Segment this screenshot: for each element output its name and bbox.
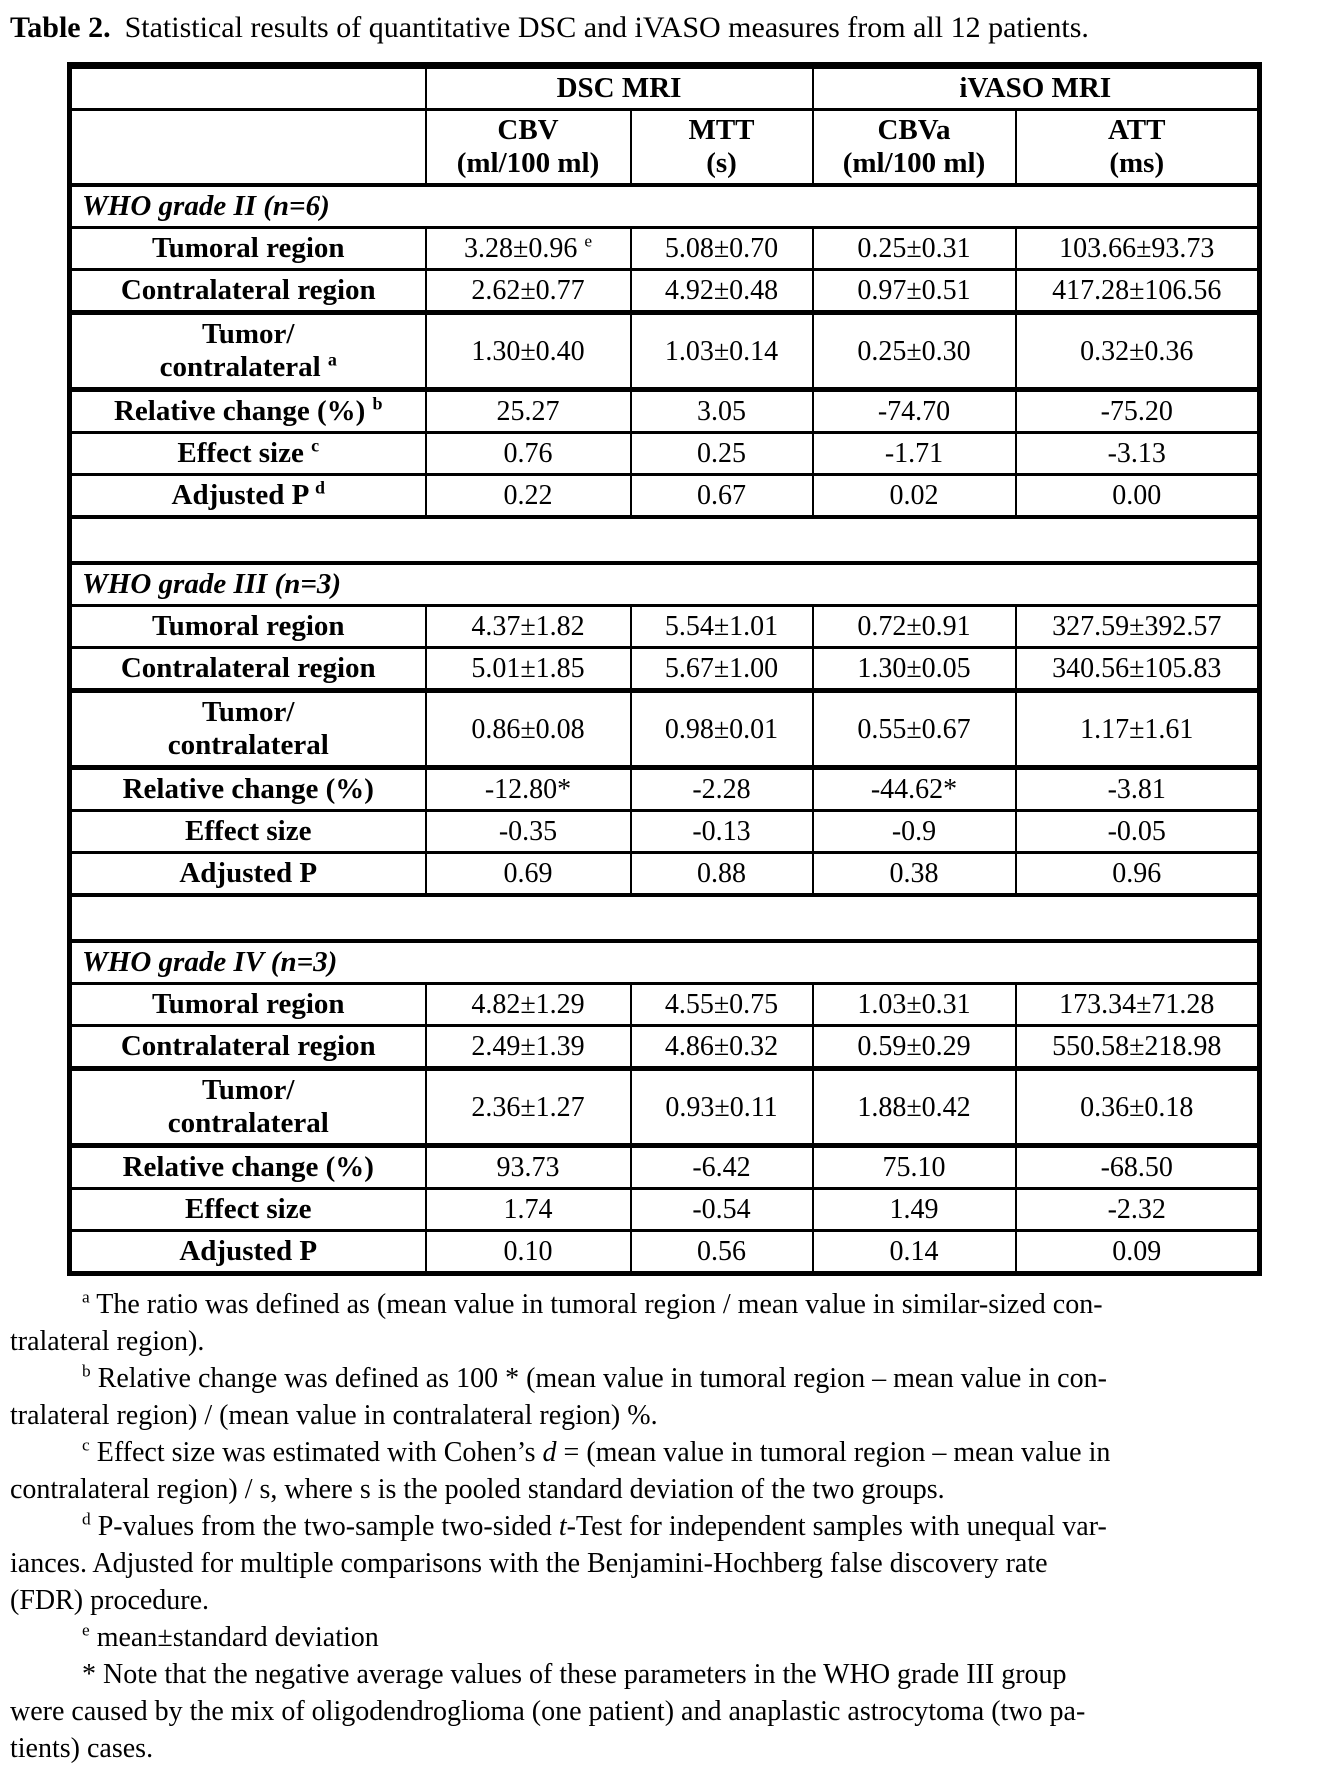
footnote-marker: b	[82, 1361, 91, 1381]
footnote-line	[10, 1693, 1310, 1730]
table-row	[70, 1026, 1260, 1069]
header-group-row	[70, 66, 1260, 110]
cell-value: 0.72±0.91	[813, 606, 1016, 648]
cell-value: -2.28	[631, 768, 813, 811]
row-label: Relative change (%) $^b$	[70, 390, 426, 433]
cell-value: 0.56	[631, 1231, 813, 1274]
superscript-marker: c	[311, 435, 320, 456]
cell-value: -6.42	[631, 1146, 813, 1189]
spacer-row	[70, 517, 1260, 563]
footnote-text: (FDR) procedure.	[10, 1585, 210, 1616]
cell-value: 0.55±0.67	[813, 691, 1016, 768]
table-row	[70, 648, 1260, 691]
table-row	[70, 691, 1260, 768]
cell-value: 4.86±0.32	[631, 1026, 813, 1069]
footnote-line	[10, 1434, 1310, 1471]
row-label: Relative change (%)	[70, 768, 426, 811]
cell-value: 93.73	[426, 1146, 631, 1189]
footnote-text: P-values from the two-sample two-sided	[97, 1511, 559, 1542]
table-row	[70, 270, 1260, 313]
cell-value: 0.14	[813, 1231, 1016, 1274]
footnotes	[10, 1286, 1310, 1767]
footnote-text: mean±standard deviation	[96, 1622, 379, 1653]
footnote-text: iances. Adjusted for multiple comparisons with the Benjamini-Hochberg false discovery rate	[10, 1548, 1048, 1579]
row-label: Tumor/ contralateral $^a$	[70, 313, 426, 390]
row-label: Contralateral region	[70, 270, 426, 313]
table-body	[70, 185, 1260, 1274]
column-header: CBV (ml/100 ml)	[426, 110, 631, 186]
cell-value: -74.70	[813, 390, 1016, 433]
cell-value: 0.38	[813, 853, 1016, 896]
cell-value: 1.30±0.40	[426, 313, 631, 390]
cell-value: -44.62*	[813, 768, 1016, 811]
cell-value: -68.50	[1016, 1146, 1260, 1189]
row-label: Tumoral region	[70, 606, 426, 648]
column-header: ATT (ms)	[1016, 110, 1260, 186]
column-group-header: DSC MRI	[426, 66, 813, 110]
cell-value: -2.32	[1016, 1189, 1260, 1231]
cell-value: 173.34±71.28	[1016, 984, 1260, 1026]
table-row	[70, 475, 1260, 518]
cell-value: -75.20	[1016, 390, 1260, 433]
cell-value: 4.37±1.82	[426, 606, 631, 648]
cell-value: 1.74	[426, 1189, 631, 1231]
cell-value: 0.25	[631, 433, 813, 475]
results-table	[67, 62, 1262, 1276]
cell-value: 1.49	[813, 1189, 1016, 1231]
header-columns-row	[70, 110, 1260, 186]
caption-label: Table 2.	[10, 11, 111, 44]
table-row	[70, 1069, 1260, 1146]
cell-value: 0.00	[1016, 475, 1260, 518]
cell-value: 2.62±0.77	[426, 270, 631, 313]
table-row	[70, 1189, 1260, 1231]
cell-value: 1.30±0.05	[813, 648, 1016, 691]
cell-value: 0.97±0.51	[813, 270, 1016, 313]
cell-value: 0.10	[426, 1231, 631, 1274]
cell-value: 0.09	[1016, 1231, 1260, 1274]
cell-value: -12.80*	[426, 768, 631, 811]
footnote-text: The ratio was defined as (mean value in tumoral region / mean value in similar-sized con-	[96, 1289, 1103, 1320]
section-header-row	[70, 563, 1260, 606]
footnote-marker: c	[82, 1435, 90, 1455]
cell-value: 5.67±1.00	[631, 648, 813, 691]
footnote-line	[10, 1619, 1310, 1656]
footnote-text: Note that the negative average values of these parameters in the WHO grade III group	[103, 1659, 1067, 1690]
footnote-marker: e	[82, 1620, 90, 1640]
cell-value: 5.54±1.01	[631, 606, 813, 648]
cell-value: -3.13	[1016, 433, 1260, 475]
footnote-line	[10, 1582, 1310, 1619]
cell-value: -0.13	[631, 811, 813, 853]
cell-value: 0.22	[426, 475, 631, 518]
section-title: WHO grade III (n=3)	[70, 563, 1260, 606]
superscript-marker: a	[327, 349, 337, 370]
section-title: WHO grade II (n=6)	[70, 185, 1260, 228]
cell-value: 327.59±392.57	[1016, 606, 1260, 648]
cell-value: 25.27	[426, 390, 631, 433]
table-row	[70, 984, 1260, 1026]
cell-value: 0.32±0.36	[1016, 313, 1260, 390]
footnote-text: contralateral region) / s, where s is the pooled standard deviation of the two groups.	[10, 1474, 945, 1505]
cell-value: 0.69	[426, 853, 631, 896]
cell-value: 1.88±0.42	[813, 1069, 1016, 1146]
italic-text: t	[558, 1511, 567, 1542]
footnote-line: * Note that the negative average values of these parameters in the WHO grade III group	[82, 1659, 1067, 1690]
row-label: Tumoral region	[70, 228, 426, 270]
superscript-marker: d	[314, 477, 325, 498]
cell-value: 340.56±105.83	[1016, 648, 1260, 691]
row-label: Effect size	[70, 1189, 426, 1231]
cell-value: 0.88	[631, 853, 813, 896]
row-label: Relative change (%)	[70, 1146, 426, 1189]
cell-value: 4.55±0.75	[631, 984, 813, 1026]
footnote-text: Effect size was estimated with Cohen’s	[96, 1437, 543, 1468]
footnote-text: = (mean value in tumoral region – mean value in	[556, 1437, 1111, 1468]
cell-value: 5.01±1.85	[426, 648, 631, 691]
cell-value: 2.49±1.39	[426, 1026, 631, 1069]
caption-text: Statistical results of quantitative DSC and iVASO measures from all 12 patients.	[124, 11, 1089, 44]
cell-value: 0.59±0.29	[813, 1026, 1016, 1069]
cell-value: 0.96	[1016, 853, 1260, 896]
column-header: MTT (s)	[631, 110, 813, 186]
cell-value: 0.86±0.08	[426, 691, 631, 768]
table-row	[70, 853, 1260, 896]
cell-value: 1.17±1.61	[1016, 691, 1260, 768]
corner-cell	[70, 66, 426, 110]
row-label: Tumoral region	[70, 984, 426, 1026]
table-row	[70, 606, 1260, 648]
footnote-line	[10, 1508, 1310, 1545]
spacer-cell	[70, 895, 1260, 941]
cell-value: 417.28±106.56	[1016, 270, 1260, 313]
footnote-line	[10, 1323, 1310, 1360]
cell-value: -0.9	[813, 811, 1016, 853]
column-group-header: iVASO MRI	[813, 66, 1260, 110]
table-row	[70, 313, 1260, 390]
cell-value: 0.02	[813, 475, 1016, 518]
table-row	[70, 390, 1260, 433]
row-label: Contralateral region	[70, 1026, 426, 1069]
footnote-text: tralateral region) / (mean value in contralateral region) %.	[10, 1400, 658, 1431]
cell-value: 550.58±218.98	[1016, 1026, 1260, 1069]
cell-value: 2.36±1.27	[426, 1069, 631, 1146]
table-caption	[10, 6, 1310, 50]
cell-value: 0.36±0.18	[1016, 1069, 1260, 1146]
cell-value: 4.82±1.29	[426, 984, 631, 1026]
footnote-text: -Test for independent samples with unequal var-	[566, 1511, 1107, 1542]
cell-value: -3.81	[1016, 768, 1260, 811]
footnote-line	[10, 1730, 1310, 1767]
spacer-row	[70, 895, 1260, 941]
cell-value: 0.93±0.11	[631, 1069, 813, 1146]
row-label: Effect size	[70, 811, 426, 853]
cell-value: 103.66±93.73	[1016, 228, 1260, 270]
footnote-line	[10, 1545, 1310, 1582]
footnote-marker: d	[82, 1509, 91, 1529]
row-label: Adjusted P $^d$	[70, 475, 426, 518]
footnote-line	[10, 1360, 1310, 1397]
cell-value: -0.05	[1016, 811, 1260, 853]
corner-cell	[70, 110, 426, 186]
row-label: Tumor/ contralateral	[70, 1069, 426, 1146]
footnote-text: Relative change was defined as 100 * (mean value in tumoral region – mean value in con-	[97, 1363, 1107, 1394]
cell-value: 3.28±0.96 $^e$	[426, 228, 631, 270]
row-label: Contralateral region	[70, 648, 426, 691]
table-row	[70, 228, 1260, 270]
footnote-line	[10, 1286, 1310, 1323]
row-label: Adjusted P	[70, 853, 426, 896]
footnote-text: were caused by the mix of oligodendroglioma (one patient) and anaplastic astrocytoma (two pa-	[10, 1696, 1086, 1727]
row-label: Tumor/ contralateral	[70, 691, 426, 768]
cell-value: 5.08±0.70	[631, 228, 813, 270]
cell-value: 75.10	[813, 1146, 1016, 1189]
footnote-text: tients) cases.	[10, 1733, 154, 1764]
superscript-marker: b	[372, 393, 383, 414]
cell-value: 3.05	[631, 390, 813, 433]
footnote-text: tralateral region).	[10, 1326, 205, 1357]
cell-value: -0.54	[631, 1189, 813, 1231]
section-header-row	[70, 941, 1260, 984]
cell-value: 0.25±0.31	[813, 228, 1016, 270]
cell-value: 0.67	[631, 475, 813, 518]
cell-value: 4.92±0.48	[631, 270, 813, 313]
column-header: CBVa (ml/100 ml)	[813, 110, 1016, 186]
cell-value: 1.03±0.14	[631, 313, 813, 390]
cell-value: 0.25±0.30	[813, 313, 1016, 390]
italic-text: d	[542, 1437, 557, 1468]
table-row	[70, 811, 1260, 853]
superscript-marker: e	[584, 231, 593, 251]
footnote-marker: a	[82, 1287, 90, 1307]
table-row	[70, 768, 1260, 811]
row-label: Adjusted P	[70, 1231, 426, 1274]
table-row	[70, 1231, 1260, 1274]
row-label: Effect size $^c$	[70, 433, 426, 475]
section-title: WHO grade IV (n=3)	[70, 941, 1260, 984]
table-row	[70, 433, 1260, 475]
cell-value: 0.98±0.01	[631, 691, 813, 768]
table-header	[70, 66, 1260, 186]
spacer-cell	[70, 517, 1260, 563]
section-header-row	[70, 185, 1260, 228]
cell-value: -0.35	[426, 811, 631, 853]
cell-value: 0.76	[426, 433, 631, 475]
footnote-line	[10, 1397, 1310, 1434]
table-row	[70, 1146, 1260, 1189]
footnote-line	[10, 1471, 1310, 1508]
cell-value: -1.71	[813, 433, 1016, 475]
cell-value: 1.03±0.31	[813, 984, 1016, 1026]
